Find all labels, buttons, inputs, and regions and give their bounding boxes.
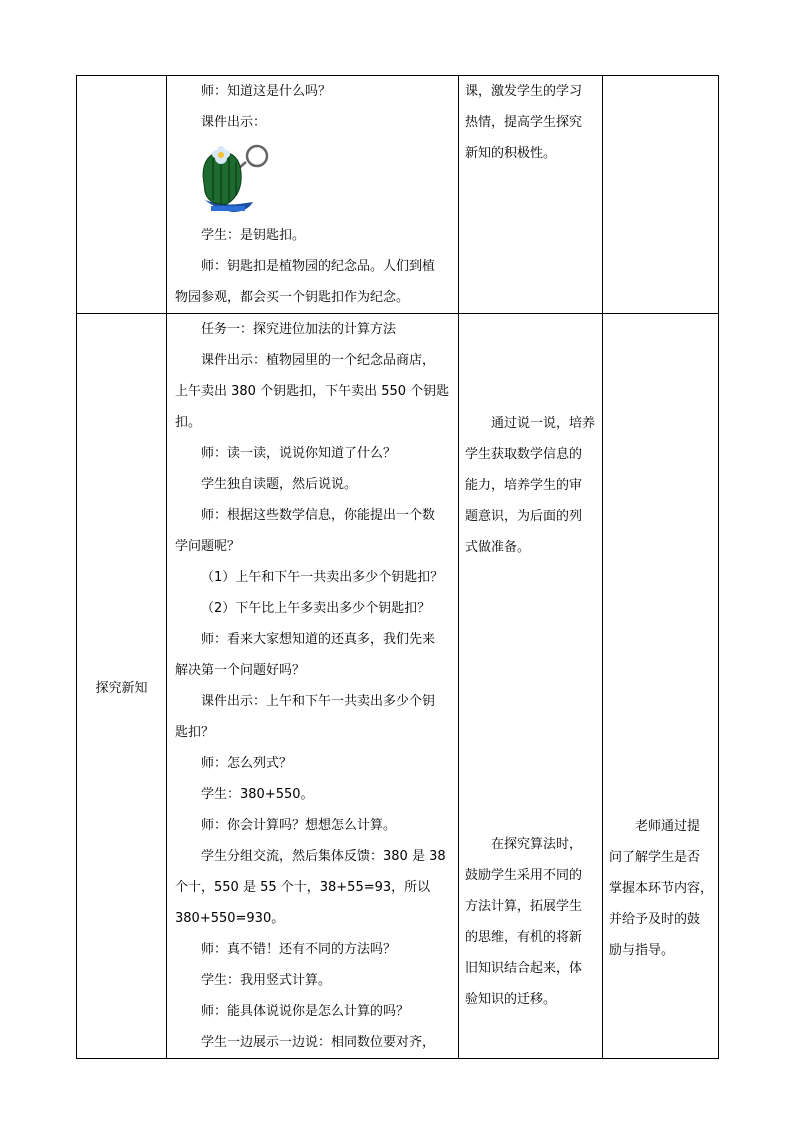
table-row — [77, 314, 719, 1059]
content-cell — [167, 76, 459, 314]
intent-line: 验知识的迁移。 — [465, 992, 557, 1007]
stage-cell — [77, 76, 167, 314]
dialogue-line: 师：根据这些数学信息，你能提出一个数 — [201, 508, 436, 523]
dialogue-line: 解决第一个问题好吗？ — [175, 663, 306, 678]
dialogue-line: 学生：380+550。 — [201, 787, 314, 802]
intent-line: 方法计算，拓展学生 — [465, 899, 583, 914]
stage-label: 探究新知 — [95, 680, 148, 696]
intent-line: 学生获取数学信息的 — [465, 447, 583, 462]
dialogue-line: 师：真不错！还有不同的方法吗？ — [201, 942, 397, 957]
intent-line: 通过说一说，培养 — [491, 416, 596, 431]
notes-line: 老师通过提 — [635, 819, 701, 834]
table-row — [77, 76, 719, 314]
stage-cell — [77, 314, 167, 1059]
dialogue-line: 课件出示：植物园里的一个纪念品商店， — [201, 353, 436, 368]
intent-line: 的思维，有机的将新 — [465, 930, 583, 945]
content-cell — [167, 314, 459, 1059]
dialogue-line: 学生独自读题，然后说说。 — [201, 477, 358, 492]
dialogue-line: 物园参观，都会买一个钥匙扣作为纪念。 — [175, 290, 410, 305]
dialogue-line: 师：钥匙扣是植物园的纪念品。人们到植 — [201, 259, 436, 274]
dialogue-line: 课件出示：上午和下午一共卖出多少个钥 — [201, 694, 436, 709]
dialogue-line: 匙扣？ — [175, 725, 215, 740]
dialogue-line: 任务一：探究进位加法的计算方法 — [201, 322, 397, 337]
dialogue-line: 师：看来大家想知道的还真多，我们先来 — [201, 632, 436, 647]
intent-line: 式做准备。 — [465, 540, 531, 555]
intent-line: 在探究算法时， — [491, 837, 583, 852]
intent-line: 热情，提高学生探究 — [465, 115, 583, 130]
dialogue-line: 师：怎么列式？ — [201, 756, 293, 771]
dialogue-line: 个十，550 是 55 个十，38+55=93，所以 — [175, 880, 431, 895]
intent-line: 题意识，为后面的列 — [465, 509, 583, 524]
dialogue-line: 师：能具体说说你是怎么计算的吗？ — [201, 1004, 410, 1019]
dialogue-line: （1）上午和下午一共卖出多少个钥匙扣？ — [201, 570, 444, 585]
notes-line: 励与指导。 — [609, 943, 675, 958]
lesson-plan-table — [76, 75, 719, 1059]
dialogue-line: 学生：是钥匙扣。 — [201, 228, 306, 243]
dialogue-line: 师：读一读，说说你知道了什么？ — [201, 446, 397, 461]
cactus-keychain-icon — [199, 142, 279, 218]
intent-cell — [459, 314, 603, 1059]
intent-cell — [459, 76, 603, 314]
dialogue-line: 380+550=930。 — [175, 911, 285, 926]
dialogue-line: 学生一边展示一边说：相同数位要对齐， — [201, 1035, 436, 1050]
notes-cell — [603, 76, 719, 314]
keychain-image — [167, 138, 458, 220]
dialogue-line: （2）下午比上午多卖出多少个钥匙扣？ — [201, 601, 431, 616]
notes-cell — [603, 314, 719, 1059]
dialogue-line: 学生：我用竖式计算。 — [201, 973, 332, 988]
notes-line: 问了解学生是否 — [609, 850, 701, 865]
intent-line: 鼓励学生采用不同的 — [465, 868, 583, 883]
intent-line: 旧知识结合起来，体 — [465, 961, 583, 976]
dialogue-line: 课件出示： — [201, 115, 267, 130]
intent-line: 能力，培养学生的审 — [465, 478, 583, 493]
dialogue-line: 学生分组交流，然后集体反馈：380 是 38 — [201, 849, 446, 864]
intent-line: 课，激发学生的学习 — [465, 84, 583, 99]
dialogue-line: 上午卖出 380 个钥匙扣，下午卖出 550 个钥匙 — [175, 384, 450, 399]
intent-line: 新知的积极性。 — [465, 146, 557, 161]
notes-line: 并给予及时的鼓 — [609, 912, 701, 927]
dialogue-line: 扣。 — [175, 415, 202, 430]
dialogue-line: 师：你会计算吗？想想怎么计算。 — [201, 818, 397, 833]
dialogue-line: 学问题呢？ — [175, 539, 241, 554]
dialogue-line: 师：知道这是什么吗？ — [201, 84, 332, 99]
notes-line: 掌握本环节内容， — [609, 881, 714, 896]
